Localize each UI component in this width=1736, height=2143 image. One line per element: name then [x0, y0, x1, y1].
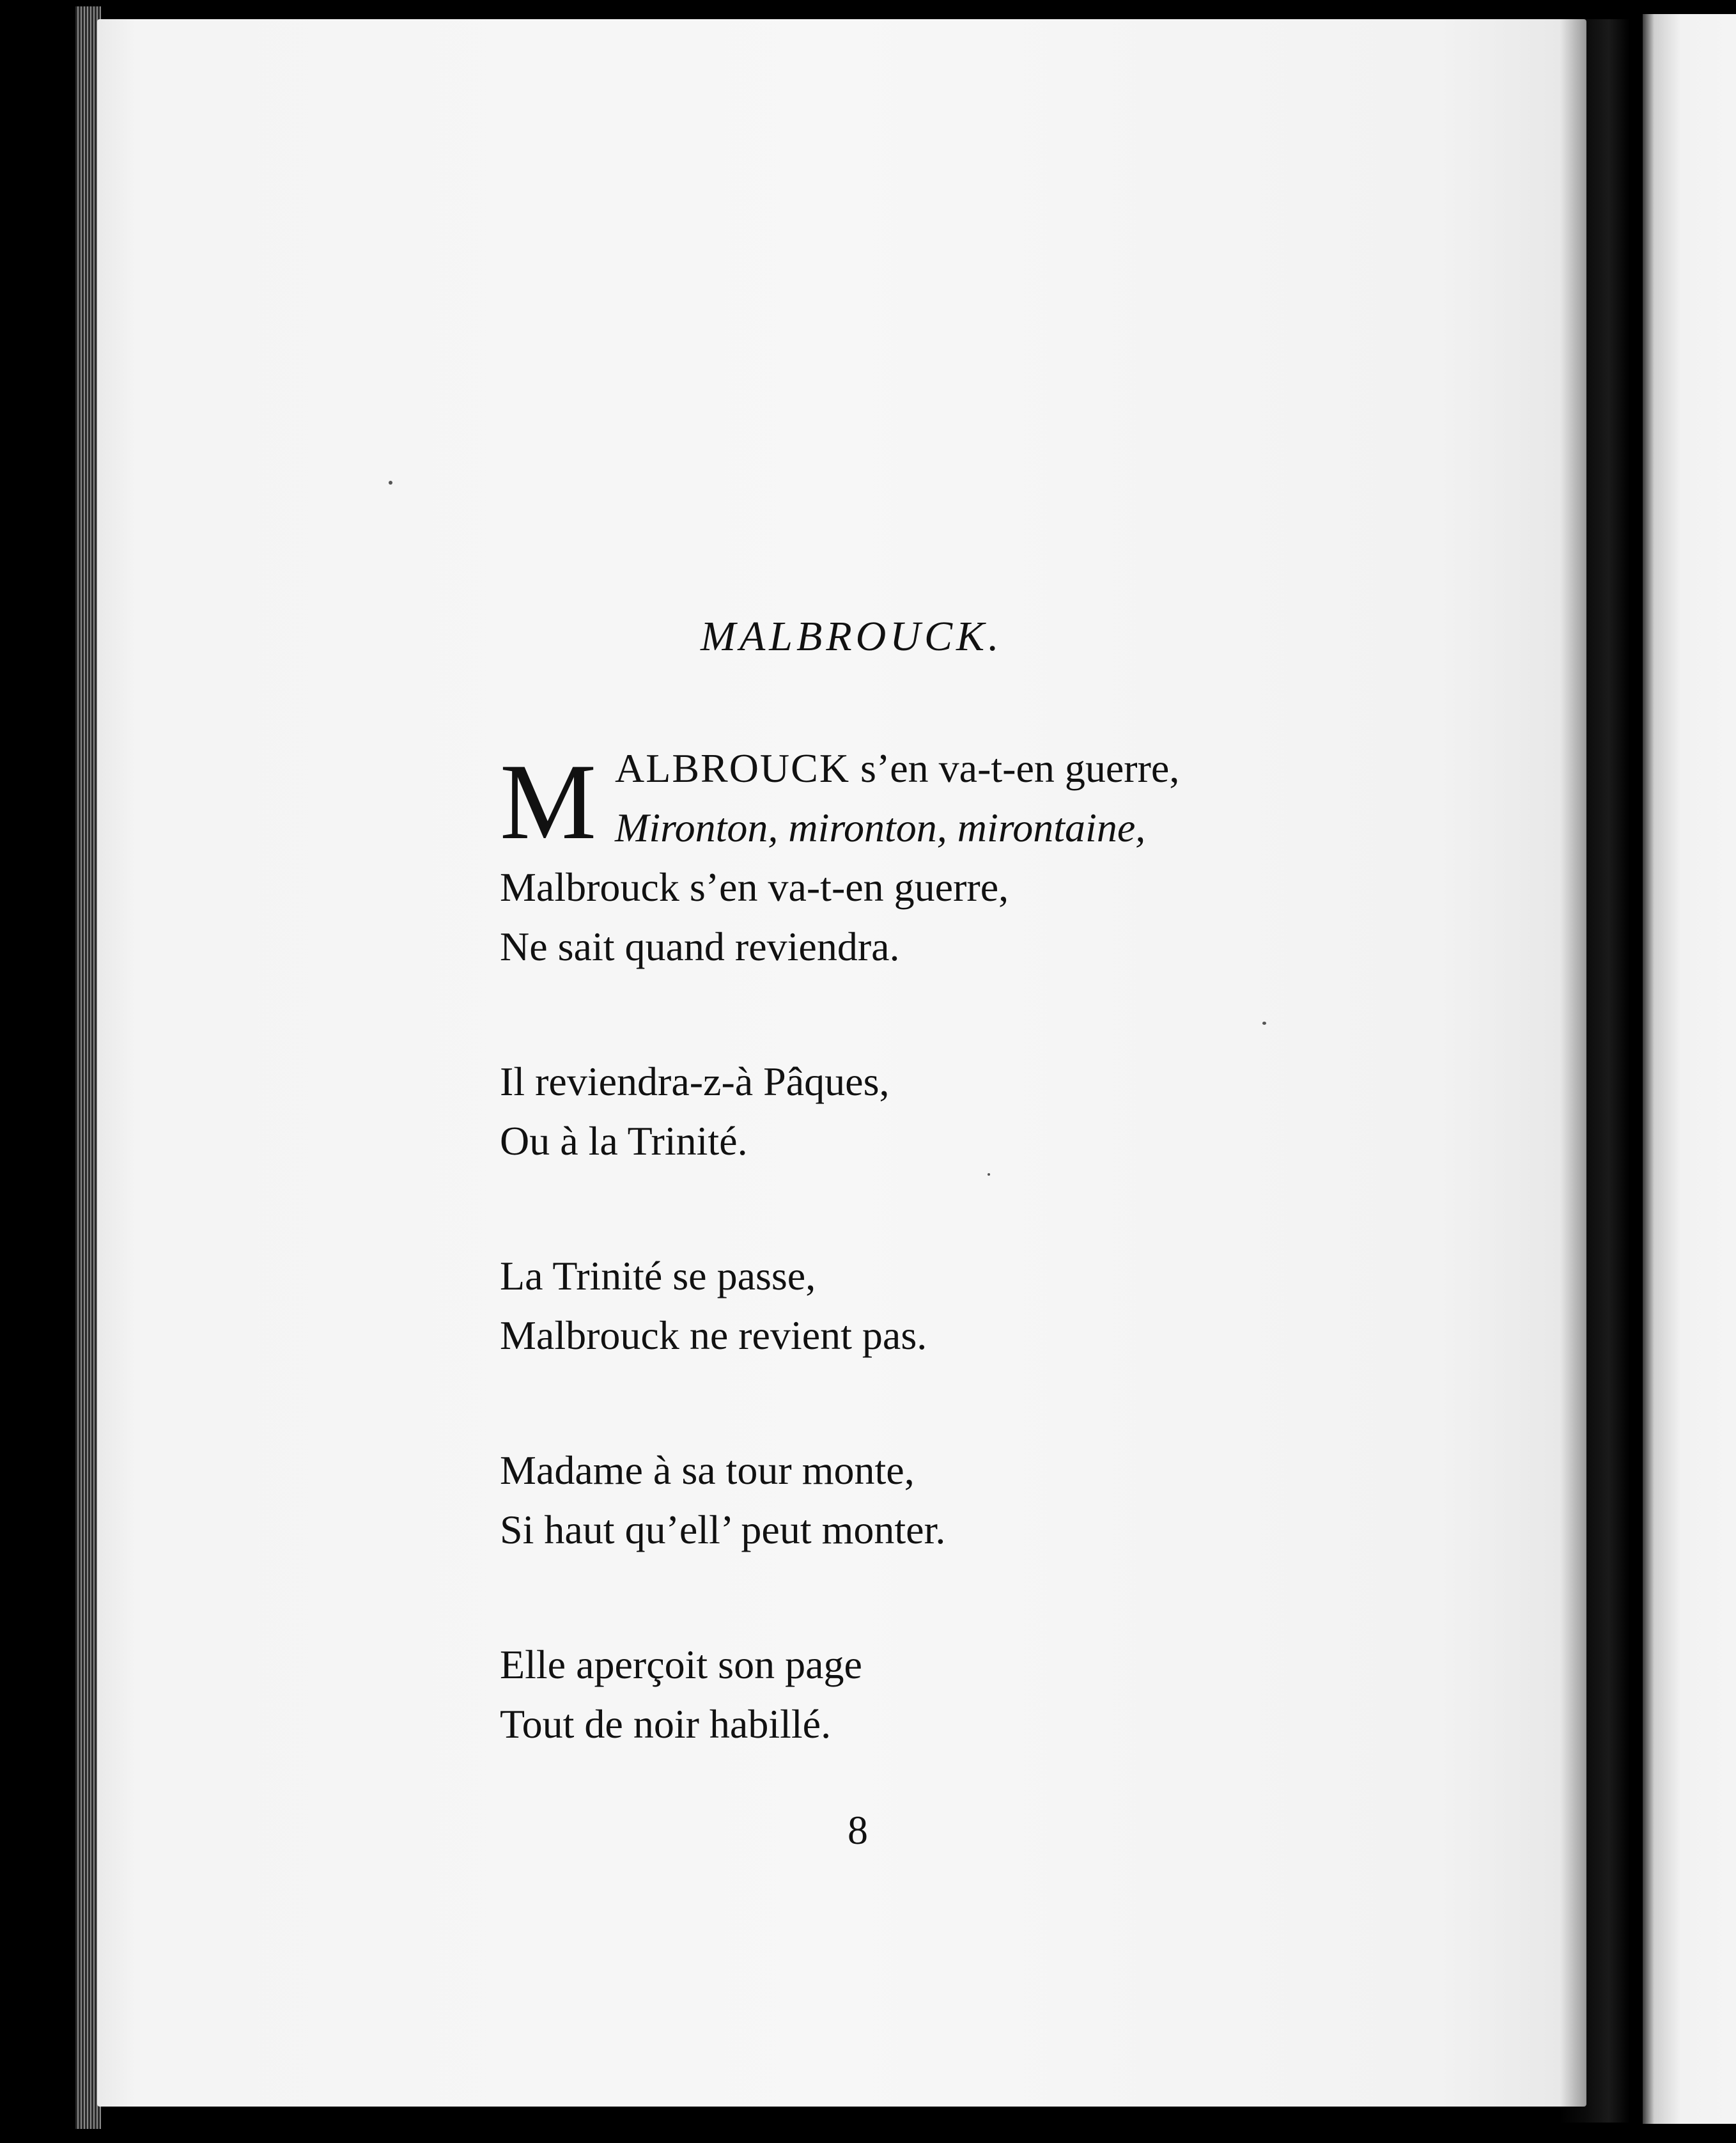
- poem-refrain-line: Mironton, mironton, mirontaine,: [615, 805, 1146, 850]
- page-number: 8: [848, 1807, 868, 1853]
- stanza-gap: [500, 1171, 1299, 1246]
- poem-line: Madame à sa tour monte,: [500, 1447, 915, 1493]
- poem-line: Tout de noir habillé.: [500, 1701, 832, 1747]
- poem-line: Ne sait quand reviendra.: [500, 924, 900, 969]
- poem-line: [500, 738, 1299, 798]
- poem-line: Ou à la Trinité.: [500, 1118, 748, 1164]
- poem-body: [500, 738, 1299, 1754]
- stanza-gap: [500, 1365, 1299, 1440]
- poem-title: MALBROUCK.: [701, 613, 1003, 660]
- paper-speck: [389, 481, 392, 485]
- poem-line: Elle aperçoit son page: [500, 1642, 862, 1687]
- poem-line-rest: s’en va-t-en guerre,: [850, 745, 1180, 791]
- stanza-4: [500, 1440, 1299, 1559]
- poem-line: Il reviendra-z-à Pâques,: [500, 1059, 890, 1104]
- poem-line: Malbrouck s’en va-t-en guerre,: [500, 864, 1009, 910]
- stanza-gap: [500, 1559, 1299, 1635]
- poem-line: Malbrouck ne revient pas.: [500, 1313, 927, 1358]
- stanza-1: [500, 738, 1299, 976]
- drop-cap: M: [500, 742, 597, 862]
- stanza-5: [500, 1635, 1299, 1754]
- poem-line: La Trinité se passe,: [500, 1253, 816, 1298]
- facing-page-edge: [1643, 14, 1736, 2124]
- stanza-2: [500, 1052, 1299, 1171]
- poem-line: Si haut qu’ell’ peut monter.: [500, 1507, 946, 1552]
- gutter-shadow: [1560, 19, 1630, 2123]
- stanza-3: [500, 1246, 1299, 1365]
- stanza-gap: [500, 976, 1299, 1052]
- poem-line-smallcaps: ALBROUCK: [615, 745, 851, 791]
